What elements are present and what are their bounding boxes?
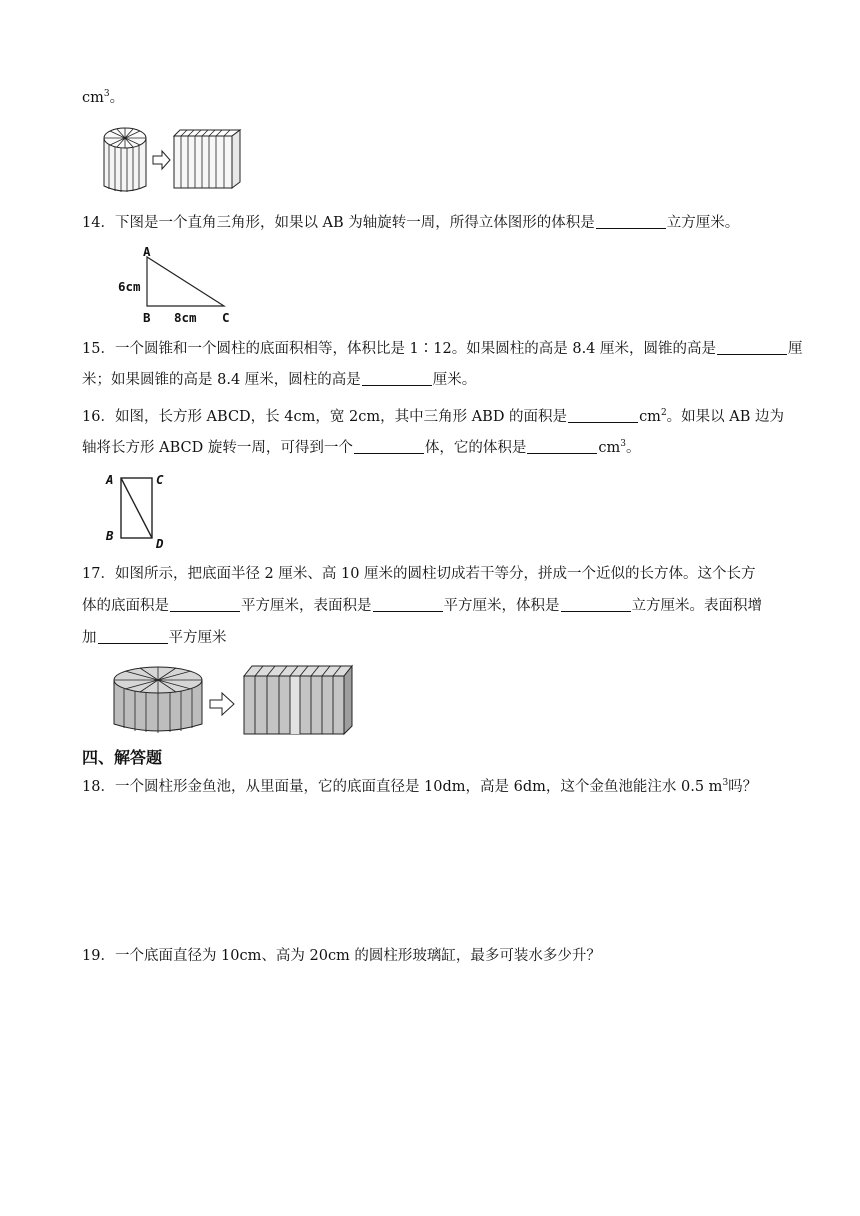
question-16-line-1: 16．如图，长方形 ABCD，长 4cm，宽 2cm，其中三角形 ABD 的面积是 $cm^2$。如果以 AB 边为 <box>82 408 785 425</box>
vertex-a-label: A <box>143 244 151 259</box>
answer-blank[interactable] <box>170 596 240 612</box>
question-14: 14．下图是一个直角三角形，如果以 AB 为轴旋转一周，所得立体图形的体积是 立方厘米。 <box>82 215 740 231</box>
section-heading: 四、解答题 <box>82 748 163 767</box>
question-19: 19．一个底面直径为 10cm、高为 20cm 的圆柱形玻璃缸，最多可装水多少升？ <box>82 948 601 964</box>
question-15-line-1: 15．一个圆锥和一个圆柱的底面积相等，体积比是 1∶12。如果圆柱的高是 8.4 厘米，圆锥的高是 厘 <box>82 341 803 357</box>
question-17-line-3: 加 平方厘米 <box>82 630 227 646</box>
vertex-b-label: B <box>143 310 151 324</box>
answer-blank[interactable] <box>527 438 597 454</box>
vertex-b-label: B <box>106 528 114 543</box>
vertex-a-label: A <box>106 472 114 487</box>
answer-blank[interactable] <box>568 407 638 423</box>
vertex-c-label: C <box>222 310 230 324</box>
rectangle-abcd-figure <box>100 468 180 552</box>
answer-blank[interactable] <box>98 628 168 644</box>
question-17-line-2: 体的底面积是 平方厘米，表面积是 平方厘米，体积是 立方厘米。表面积增 <box>82 598 762 614</box>
answer-blank[interactable] <box>373 596 443 612</box>
right-triangle-figure <box>112 244 242 324</box>
answer-blank[interactable] <box>561 596 631 612</box>
prev-question-unit: $cm^3$。 <box>82 89 125 106</box>
question-15-line-2: 米；如果圆锥的高是 8.4 厘米，圆柱的高是 厘米。 <box>82 372 477 388</box>
side-ab-length: 6cm <box>118 279 141 294</box>
question-17-line-1: 17．如图所示，把底面半径 2 厘米、高 10 厘米的圆柱切成若干等分，拼成一个近似的长方体。这个长方 <box>82 566 756 582</box>
question-16-line-2: 轴将长方形 ABCD 旋转一周，可得到一个 体，它的体积是 $cm^3$。 <box>82 439 641 456</box>
side-bc-length: 8cm <box>174 310 197 324</box>
cylinder-to-cuboid-figure-small <box>100 124 245 196</box>
cylinder-to-cuboid-figure-large <box>110 660 360 738</box>
answer-blank[interactable] <box>354 438 424 454</box>
answer-blank[interactable] <box>596 213 666 229</box>
question-18: 18．一个圆柱形金鱼池，从里面量，它的底面直径是 10dm，高是 6dm，这个金鱼池能注水 0.5 $m^3$吗？ <box>82 778 758 795</box>
answer-blank[interactable] <box>362 370 432 386</box>
vertex-c-label: C <box>156 472 164 487</box>
vertex-d-label: D <box>156 536 164 551</box>
answer-blank[interactable] <box>717 339 787 355</box>
